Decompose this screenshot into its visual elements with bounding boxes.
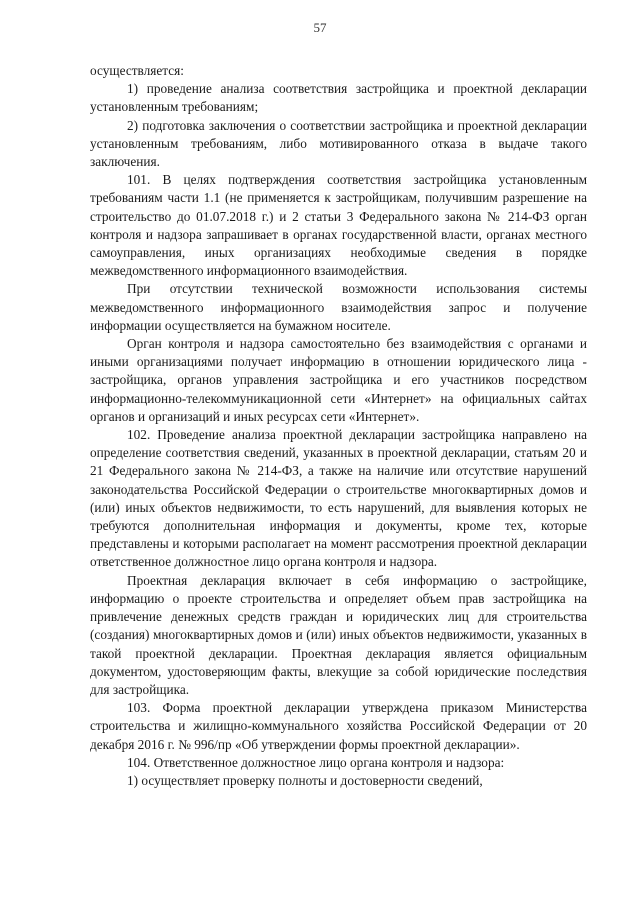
paragraph: 1) проведение анализа соответствия застройщика и проектной декларации установленным требованиям; xyxy=(90,81,587,115)
paragraph: 103. Форма проектной декларации утверждена приказом Министерства строительства и жилищно-коммунального хозяйства Российской Федерации от 20 декабря 2016 г. № 996/пр «Об утверждении формы проектной декларации». xyxy=(90,700,587,752)
paragraph: 104. Ответственное должностное лицо органа контроля и надзора: xyxy=(127,754,505,770)
paragraph: Проектная декларация включает в себя информацию о застройщике, информацию о проекте строительства и определяет объем прав застройщика на привлечение денежных средств граждан и юридических лиц для строительства (создания) многоквартирных домов и (или) иных объектов недвижимости, указанных в такой проектной декларации. Проектная декларация является официальным документом, удостоверяющим факты, влекущие за собой юридические последствия для застройщика. xyxy=(90,572,587,697)
page-number: 57 xyxy=(313,20,327,35)
paragraph: 102. Проведение анализа проектной декларации застройщика направлено на определение соответствия сведений, указанных в проектной декларации, статьям 20 и 21 Федерального закона № 214-ФЗ, а также на наличие или отсутствие нарушений законодательства Российской Федерации о строительстве многоквартирных домов и (или) иных объектов недвижимости, то есть нарушений, для выявления которых не требуются дополнительная информация и документы, кроме тех, которые представлены и которыми располагает на момент рассмотрения проектной декларации ответственное должностное лицо органа контроля и надзора. xyxy=(90,427,587,570)
paragraph: 2) подготовка заключения о соответствии застройщика и проектной декларации установленным требованиям, либо мотивированного отказа в выдаче такого заключения. xyxy=(90,117,587,170)
paragraph: Орган контроля и надзора самостоятельно без взаимодействия с органами и иными организациями получает информацию в отношении юридического лица - застройщика, органов управления застройщика и его участников посредством информационно-телекоммуникационной сети «Интернет» на официальных сайтах органов и организаций и иных ресурсах сети «Интернет». xyxy=(90,336,587,424)
paragraph: осуществляется: xyxy=(90,63,184,78)
paragraph: 1) осуществляет проверку полноты и достоверности сведений, xyxy=(127,772,483,788)
paragraph: При отсутствии технической возможности использования системы межведомственного информационного взаимодействия запрос и получение информации осуществляется на бумажном носителе. xyxy=(90,281,587,333)
document-body xyxy=(90,62,587,790)
paragraph: 101. В целях подтверждения соответствия застройщика установленным требованиям части 1.1 (не применяется к застройщикам, получившим разрешение на строительство до 01.07.2018 г.) и 2 статьи 3 Федерального закона № 214-ФЗ орган контроля и надзора запрашивает в органах государственной власти, органах местного самоуправления, иных организациях необходимые сведения в порядке межведомственного информационного взаимодействия. xyxy=(90,172,587,279)
